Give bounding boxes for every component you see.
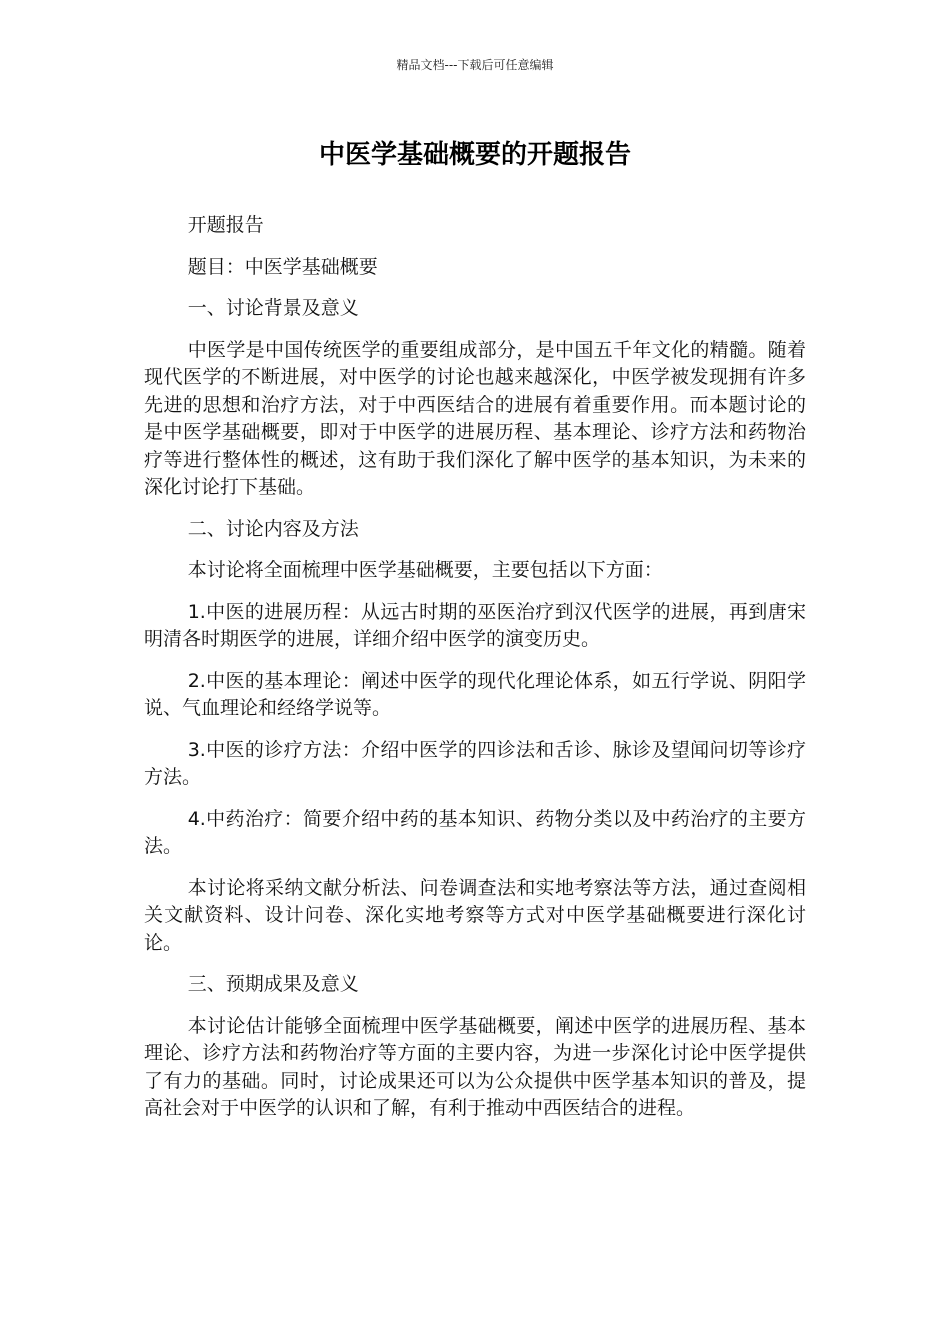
document-title: 中医学基础概要的开题报告	[318, 140, 631, 170]
paragraph-expected-results: 本讨论估计能够全面梳理中医学基础概要，阐述中医学的进展历程、基本理论、诊疗方法和药物治疗等方面的主要内容，为进一步深化讨论中医学提供了有力的基础。同时，讨论成果还可以为公众提供中医学基本知识的普及，提高社会对于中医学的认识和了解，有利于推动中西医结合的进程。	[144, 1014, 806, 1119]
list-item-history: 1.中医的进展历程：从远古时期的巫医治疗到汉代医学的进展，再到唐宋明清各时期医学的进展，详细介绍中医学的演变历史。	[144, 600, 806, 650]
list-item-theory: 2.中医的基本理论：阐述中医学的现代化理论体系，如五行学说、阴阳学说、气血理论和经络学说等。	[144, 669, 806, 719]
section-heading-background: 一、讨论背景及意义	[187, 297, 359, 319]
paragraph-background: 中医学是中国传统医学的重要组成部分，是中国五千年文化的精髓。随着现代医学的不断进展，对中医学的讨论也越来越深化，中医学被发现拥有许多先进的思想和治疗方法，对于中西医结合的进展有着重要作用。而本题讨论的是中医学基础概要，即对于中医学的进展历程、基本理论、诊疗方法和药物治疗等进行整体性的概述，这有助于我们深化了解中医学的基本知识，为未来的深化讨论打下基础。	[144, 338, 806, 498]
list-item-herbal-treatment: 4.中药治疗：简要介绍中药的基本知识、药物分类以及中药治疗的主要方法。	[144, 807, 806, 857]
section-heading-expected-results: 三、预期成果及意义	[187, 973, 359, 995]
paragraph-methods: 本讨论将采纳文献分析法、问卷调查法和实地考察法等方法，通过查阅相关文献资料、设计问卷、深化实地考察等方式对中医学基础概要进行深化讨论。	[144, 876, 806, 954]
list-item-diagnosis: 3.中医的诊疗方法：介绍中医学的四诊法和舌诊、脉诊及望闻问切等诊疗方法。	[144, 738, 806, 788]
header-note: 精品文档---下载后可任意编辑	[396, 58, 554, 72]
paragraph-content-intro: 本讨论将全面梳理中医学基础概要，主要包括以下方面：	[187, 559, 663, 581]
section-heading-content-methods: 二、讨论内容及方法	[187, 517, 359, 540]
paragraph-topic: 题目：中医学基础概要	[187, 255, 378, 278]
paragraph-report-label: 开题报告	[187, 214, 264, 236]
document-body	[144, 212, 806, 1137]
